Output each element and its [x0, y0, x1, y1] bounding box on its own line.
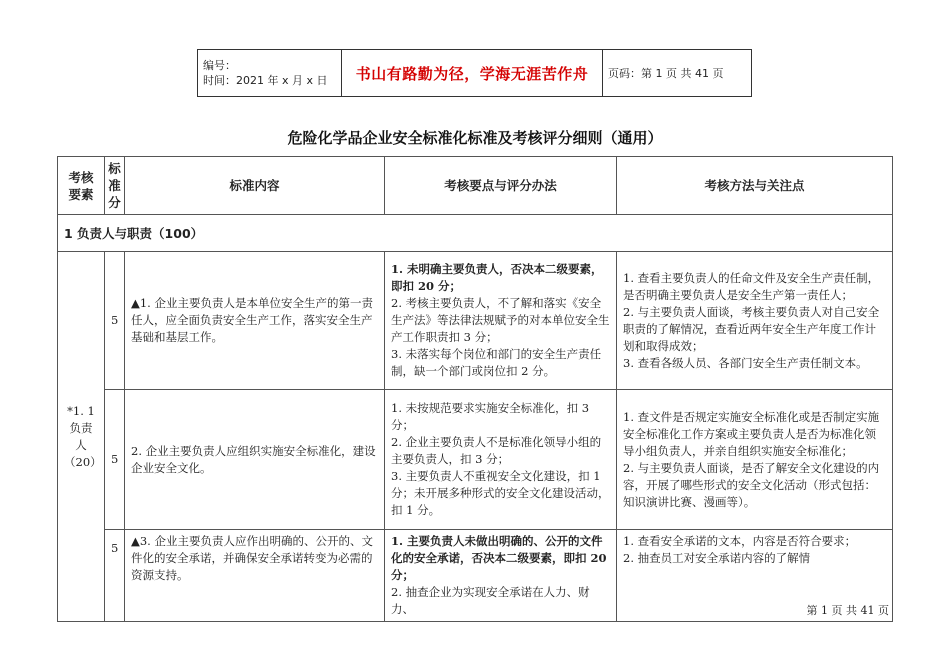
group-element-score: （20）: [64, 454, 102, 469]
row-methods: [617, 252, 893, 390]
header-methods: 考核方法与关注点: [617, 157, 893, 215]
row-content: ▲1. 企业主要负责人是本单位安全生产的第一责任人，应全面负责安全生产工作，落实安全生产基础和基层工作。: [125, 252, 385, 390]
row-points: [385, 390, 617, 530]
header-element: 考核要素: [58, 157, 105, 215]
header-points: 考核要点与评分办法: [385, 157, 617, 215]
motto: 书山有路勤为径，学海无涯苦作舟: [342, 50, 603, 97]
table-row: [58, 390, 893, 530]
table-header-row: [58, 157, 893, 215]
document-header: [197, 49, 752, 97]
row-score: 5: [105, 530, 125, 622]
group-element-cell: [58, 252, 105, 622]
method-line: 3. 查看各级人员、各部门安全生产责任制文本。: [623, 355, 868, 370]
point-line: 2. 考核主要负责人，不了解和落实《安全生产法》等法律法规赋予的对本单位安全生产工作职责扣 3 分；: [391, 296, 610, 344]
row-score: 5: [105, 252, 125, 390]
standards-table: [57, 156, 893, 622]
table-row: [58, 530, 893, 622]
table-row: [58, 252, 893, 390]
method-line: 1. 查看主要负责人的任命文件及安全生产责任制，是否明确主要负责人是安全生产第一责任人；: [623, 270, 880, 302]
header-score: 标准分: [105, 157, 125, 215]
method-line: 2. 抽查员工对安全承诺内容的了解情: [623, 551, 811, 565]
row-content: ▲3. 企业主要负责人应作出明确的、公开的、文件化的安全承诺，并确保安全承诺转变为必需的资源支持。: [125, 530, 385, 622]
point-line: 2. 抽查企业为实现安全承诺在人力、财力、: [391, 585, 590, 616]
method-line: 2. 与主要负责人面谈，考核主要负责人对自己安全职责的了解情况，查看近两年安全生产年度工作计划和取得成效；: [623, 304, 880, 353]
point-line: 2. 企业主要负责人不是标准化领导小组的主要负责人，扣 3 分；: [391, 435, 602, 466]
point-line: 1. 未明确主要负责人，否决本二级要素，即扣 20 分；: [391, 262, 603, 293]
page-footer: 第 1 页 共 41 页: [806, 604, 889, 617]
row-methods: [617, 390, 893, 530]
row-points: [385, 530, 617, 622]
page-label: 页码：第 1 页 共 41 页: [603, 50, 752, 97]
row-points: [385, 252, 617, 390]
method-line: 2. 与主要负责人面谈，是否了解安全文化建设的内容，开展了哪些形式的安全文化活动（形式包括：知识演讲比赛、漫画等）。: [623, 460, 880, 509]
section-row: [58, 215, 893, 252]
number-label: 编号：: [203, 59, 236, 72]
section-title: 1 负责人与职责（100）: [58, 215, 893, 252]
group-element-name: 负责人: [69, 420, 93, 452]
group-element-code: *1. 1: [67, 403, 95, 418]
point-line: 3. 未落实每个岗位和部门的安全生产责任制，缺一个部门或岗位扣 2 分。: [391, 347, 602, 378]
point-line: 1. 未按规范要求实施安全标准化，扣 3 分；: [391, 401, 590, 432]
method-line: 1. 查看安全承诺的文本，内容是否符合要求；: [623, 534, 857, 548]
method-line: 1. 查文件是否规定实施安全标准化或是否制定实施安全标准化工作方案或主要负责人是否为标准化领导小组负责人，并亲自组织实施安全标准化；: [623, 409, 880, 458]
header-meta: [198, 50, 342, 97]
document-title: 危险化学品企业安全标准化标准及考核评分细则（通用）: [287, 129, 663, 147]
time-label: 时间：2021 年 x 月 x 日: [203, 74, 328, 87]
header-content: 标准内容: [125, 157, 385, 215]
row-content: 2. 企业主要负责人应组织实施安全标准化，建设企业安全文化。: [125, 390, 385, 530]
point-line: 3. 主要负责人不重视安全文化建设，扣 1 分；未开展多种形式的安全文化建设活动，扣 1 分。: [391, 469, 610, 517]
row-score: 5: [105, 390, 125, 530]
point-line: 1. 主要负责人未做出明确的、公开的文件化的安全承诺，否决本二级要素，即扣 20 分；: [391, 534, 607, 582]
